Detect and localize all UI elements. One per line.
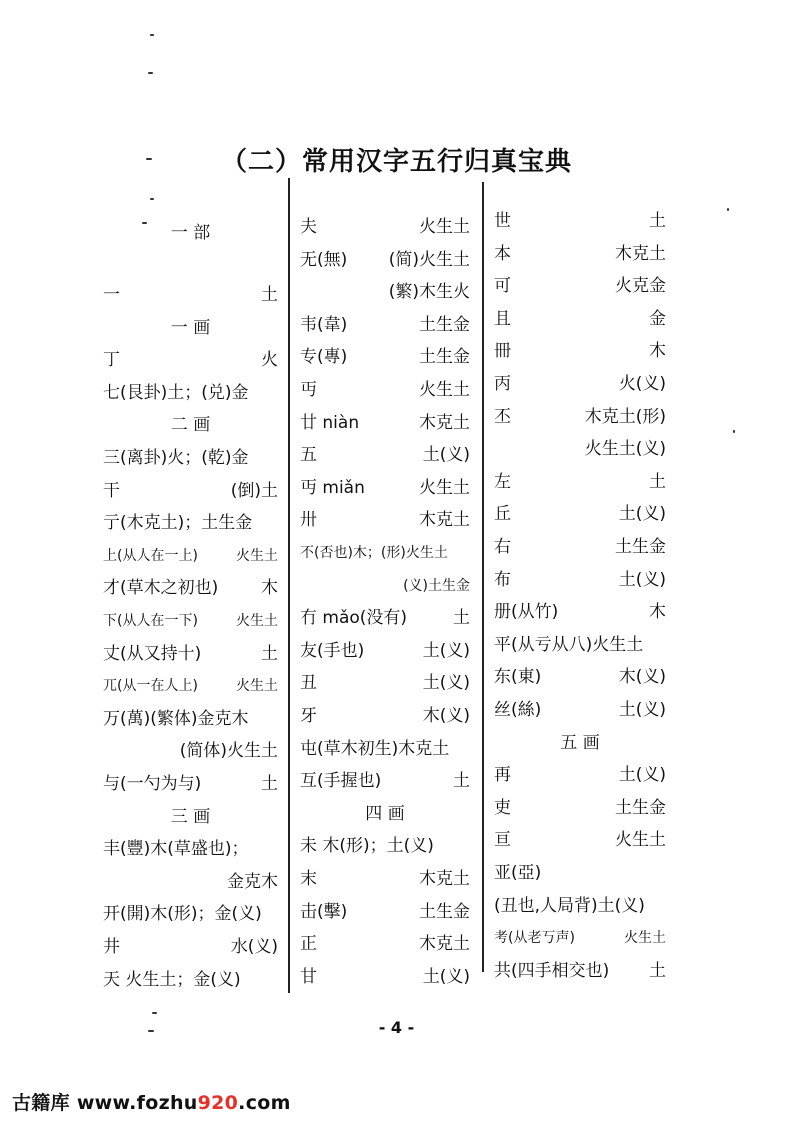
- entry-element: 火生土: [419, 217, 470, 237]
- dictionary-entry: [300, 571, 470, 601]
- entry-element: 木: [649, 602, 666, 622]
- dictionary-entry: [300, 831, 470, 861]
- entry-character: 一: [103, 285, 120, 305]
- dictionary-entry: [300, 766, 470, 796]
- dictionary-entry: [103, 965, 278, 995]
- entry-character: 且: [494, 309, 511, 329]
- scan-speck: [727, 208, 729, 211]
- entry-character: 夫: [300, 217, 317, 237]
- section-heading-text: 四 画: [365, 804, 405, 824]
- dictionary-entry: [103, 280, 278, 310]
- entry-element: 木克土: [419, 413, 470, 433]
- dictionary-entry: [300, 310, 470, 340]
- entry-character: 亍(木克土)；土生金: [103, 513, 253, 533]
- entry-element: 火生土: [419, 478, 470, 498]
- entry-element: 木: [649, 341, 666, 361]
- entry-element: 土生金: [615, 798, 666, 818]
- dictionary-entry: [494, 891, 666, 921]
- entry-character: 专(專): [300, 347, 348, 367]
- entry-character: 下(从人在一下): [103, 613, 198, 629]
- entry-character: 甘: [300, 967, 317, 987]
- entry-character: 本: [494, 244, 511, 264]
- entry-element: 木克土: [615, 244, 666, 264]
- entry-element: 火生土: [615, 830, 666, 850]
- entry-element: 木(义): [422, 706, 470, 726]
- dictionary-entry: [300, 636, 470, 666]
- watermark: [12, 1088, 291, 1115]
- entry-character: 丏: [300, 380, 317, 400]
- scan-speck: [146, 158, 152, 160]
- dictionary-entry: [494, 565, 666, 595]
- entry-element: (简体)火生土: [179, 741, 278, 761]
- entry-character: 万(萬)(繁体)金克木: [103, 709, 249, 729]
- dictionary-entry: [103, 899, 278, 929]
- dictionary-entry: [300, 538, 470, 568]
- entry-character: 平(从亏从八)火生土: [494, 635, 644, 655]
- entry-element: 土(义): [618, 700, 666, 720]
- dictionary-entry: [300, 245, 470, 275]
- entry-element: 火(义): [618, 374, 666, 394]
- entry-character: 正: [300, 934, 317, 954]
- entry-character: 互(手握也): [300, 771, 382, 791]
- page-title: （二）常用汉字五行归真宝典: [220, 147, 572, 177]
- entry-element: 火生土: [419, 380, 470, 400]
- entry-character: 东(東): [494, 667, 542, 687]
- entry-character: 卅: [300, 510, 317, 530]
- dictionary-entry: [494, 662, 666, 692]
- section-heading-text: 一 部: [170, 223, 211, 243]
- entry-element: 土(义): [618, 504, 666, 524]
- dictionary-entry: [494, 760, 666, 790]
- entry-element: 土生金: [419, 902, 470, 922]
- entry-element: 土(义): [422, 673, 470, 693]
- dictionary-entry: [300, 603, 470, 633]
- entry-character: 丙: [494, 374, 511, 394]
- dictionary-entry: [103, 639, 278, 669]
- entry-element: 土: [649, 211, 666, 231]
- entry-element: 木(义): [618, 667, 666, 687]
- entry-character: 井: [103, 937, 120, 957]
- entry-character: 才(草木之初也): [103, 578, 219, 598]
- watermark-highlight: 920: [197, 1092, 239, 1114]
- entry-element: 木克土: [419, 934, 470, 954]
- dictionary-entry: [300, 473, 470, 503]
- entry-character: 左: [494, 472, 511, 492]
- entry-element: 土(义): [422, 445, 470, 465]
- entry-character: 击(擊): [300, 902, 348, 922]
- entry-element: 土(义): [422, 641, 470, 661]
- entry-character: 三(离卦)火；(乾)金: [103, 448, 249, 468]
- section-heading: [103, 313, 278, 343]
- column-divider-left: [288, 178, 290, 993]
- entry-character: 廿 niàn: [300, 413, 360, 433]
- dictionary-entry: [103, 671, 278, 701]
- section-heading: [494, 728, 666, 758]
- entry-character: 未 木(形)；土(义): [300, 836, 434, 856]
- entry-character: 丈(从又持十): [103, 644, 202, 664]
- entry-element: 水(义): [230, 937, 278, 957]
- entry-element: 土生金: [419, 347, 470, 367]
- entry-element: 火生土: [236, 678, 278, 694]
- dictionary-entry: [494, 858, 666, 888]
- dictionary-entry: [103, 932, 278, 962]
- entry-element: 木: [261, 578, 278, 598]
- entry-character: 亘: [494, 830, 511, 850]
- dictionary-entry: [300, 962, 470, 992]
- entry-character: 五: [300, 445, 317, 465]
- watermark-suffix: .com: [238, 1092, 291, 1114]
- entry-character: 末: [300, 869, 317, 889]
- entry-character: 牙: [300, 706, 317, 726]
- dictionary-entry: [103, 541, 278, 571]
- entry-element: (倒)土: [230, 481, 278, 501]
- section-heading-text: 一 画: [170, 318, 211, 338]
- entry-character: 共(四手相交也): [494, 961, 610, 981]
- dictionary-entry: [494, 532, 666, 562]
- entry-character: 无(無): [300, 250, 348, 270]
- dictionary-entry: [494, 467, 666, 497]
- dictionary-entry: [494, 336, 666, 366]
- dictionary-entry: [103, 476, 278, 506]
- scan-speck: [152, 1012, 157, 1014]
- entry-element: 土生金: [419, 315, 470, 335]
- entry-element: 土: [649, 472, 666, 492]
- entry-character: 不(否也)木；(形)火生土: [300, 545, 448, 561]
- dictionary-entry: [300, 929, 470, 959]
- entry-character: 丰(豐)木(草盛也)；: [103, 839, 249, 859]
- dictionary-entry: [494, 206, 666, 236]
- entry-character: 右: [494, 537, 511, 557]
- entry-element: (繁)木生火: [388, 282, 470, 302]
- dictionary-entry: [103, 736, 278, 766]
- dictionary-entry: [103, 704, 278, 734]
- page-number: - 4 -: [378, 1018, 415, 1037]
- dictionary-entry: [103, 443, 278, 473]
- entry-element: 土: [649, 961, 666, 981]
- entry-element: 土: [453, 608, 470, 628]
- section-heading-text: 五 画: [560, 733, 600, 753]
- entry-character: 考(从老丂声): [494, 930, 575, 946]
- dictionary-entry: [494, 271, 666, 301]
- entry-character: 册(从竹): [494, 602, 559, 622]
- section-heading-text: 三 画: [170, 807, 211, 827]
- entry-element: 土: [261, 774, 278, 794]
- scan-speck: [733, 430, 735, 433]
- scan-speck: [150, 198, 154, 200]
- dictionary-entry: [494, 402, 666, 432]
- scan-speck: [150, 34, 154, 36]
- section-heading: [103, 218, 278, 248]
- entry-character: (丑也,人局背)土(义): [494, 896, 645, 916]
- dictionary-entry: [494, 793, 666, 823]
- entry-character: 世: [494, 211, 511, 231]
- entry-character: 丝(絲): [494, 700, 542, 720]
- entry-character: 开(開)木(形)；金(义): [103, 904, 262, 924]
- entry-character: 冊: [494, 341, 511, 361]
- entry-element: 土(义): [618, 570, 666, 590]
- dictionary-entry: [103, 606, 278, 636]
- dictionary-entry: [494, 825, 666, 855]
- section-heading: [103, 410, 278, 440]
- entry-character: 丏 miǎn: [300, 478, 365, 498]
- entry-character: 可: [494, 276, 511, 296]
- entry-character: 丕: [494, 407, 511, 427]
- dictionary-entry: [300, 277, 470, 307]
- entry-character: 屯(草木初生)木克土: [300, 739, 450, 759]
- entry-character: 吏: [494, 798, 511, 818]
- entry-character: 丘: [494, 504, 511, 524]
- dictionary-entry: [103, 834, 278, 864]
- entry-character: 冇 mǎo(没有): [300, 608, 408, 628]
- entry-element: 金: [649, 309, 666, 329]
- dictionary-entry: [300, 734, 470, 764]
- dictionary-entry: [494, 434, 666, 464]
- dictionary-entry: [300, 212, 470, 242]
- dictionary-entry: [300, 864, 470, 894]
- dictionary-entry: [300, 668, 470, 698]
- entry-element: 土: [261, 285, 278, 305]
- dictionary-entry: [103, 378, 278, 408]
- dictionary-entry: [300, 375, 470, 405]
- entry-element: 火生土(义): [584, 439, 666, 459]
- column-divider-right: [482, 182, 484, 972]
- entry-element: 土: [453, 771, 470, 791]
- entry-character: 七(艮卦)土；(兑)金: [103, 383, 249, 403]
- entry-element: 火生土: [236, 548, 278, 564]
- section-heading: [300, 799, 470, 829]
- entry-character: 上(从人在一上): [103, 548, 198, 564]
- entry-element: 土生金: [615, 537, 666, 557]
- dictionary-entry: [300, 701, 470, 731]
- entry-character: 天 火生土；金(义): [103, 970, 241, 990]
- entry-element: (简)火生土: [388, 250, 470, 270]
- dictionary-entry: [300, 342, 470, 372]
- dictionary-entry: [494, 695, 666, 725]
- dictionary-entry: [300, 408, 470, 438]
- entry-character: 丑: [300, 673, 317, 693]
- entry-element: 火: [261, 350, 278, 370]
- scan-speck: [142, 222, 147, 224]
- dictionary-entry: [103, 867, 278, 897]
- entry-element: 土(义): [422, 967, 470, 987]
- dictionary-entry: [494, 597, 666, 627]
- entry-character: 友(手也): [300, 641, 365, 661]
- entry-character: 兀(从一在人上): [103, 678, 198, 694]
- entry-character: 再: [494, 765, 511, 785]
- dictionary-entry: [494, 304, 666, 334]
- entry-element: 金克木: [227, 872, 278, 892]
- section-heading: [103, 802, 278, 832]
- entry-character: 布: [494, 570, 511, 590]
- entry-element: 土(义): [618, 765, 666, 785]
- dictionary-entry: [300, 505, 470, 535]
- entry-element: 火生土: [624, 930, 666, 946]
- entry-element: 木克土: [419, 869, 470, 889]
- entry-element: 火生土: [236, 613, 278, 629]
- entry-element: (义)土生金: [403, 578, 470, 594]
- dictionary-entry: [300, 897, 470, 927]
- scan-speck: [148, 1030, 154, 1032]
- dictionary-entry: [494, 956, 666, 986]
- dictionary-entry: [494, 499, 666, 529]
- dictionary-entry: [494, 369, 666, 399]
- entry-element: 木克土(形): [584, 407, 666, 427]
- dictionary-entry: [494, 630, 666, 660]
- entry-character: 干: [103, 481, 120, 501]
- dictionary-entry: [103, 573, 278, 603]
- section-heading-text: 二 画: [170, 415, 211, 435]
- entry-element: 木克土: [419, 510, 470, 530]
- watermark-prefix: 古籍库 www.fozhu: [12, 1092, 198, 1114]
- dictionary-entry: [300, 440, 470, 470]
- dictionary-entry: [103, 508, 278, 538]
- entry-element: 土: [261, 644, 278, 664]
- dictionary-entry: [103, 345, 278, 375]
- dictionary-entry: [494, 239, 666, 269]
- scan-speck: [148, 72, 153, 74]
- entry-character: 亚(亞): [494, 863, 542, 883]
- entry-element: 火克金: [615, 276, 666, 296]
- dictionary-entry: [103, 769, 278, 799]
- entry-character: 与(一勺为与): [103, 774, 202, 794]
- entry-character: 丁: [103, 350, 120, 370]
- dictionary-entry: [494, 923, 666, 953]
- entry-character: 韦(韋): [300, 315, 348, 335]
